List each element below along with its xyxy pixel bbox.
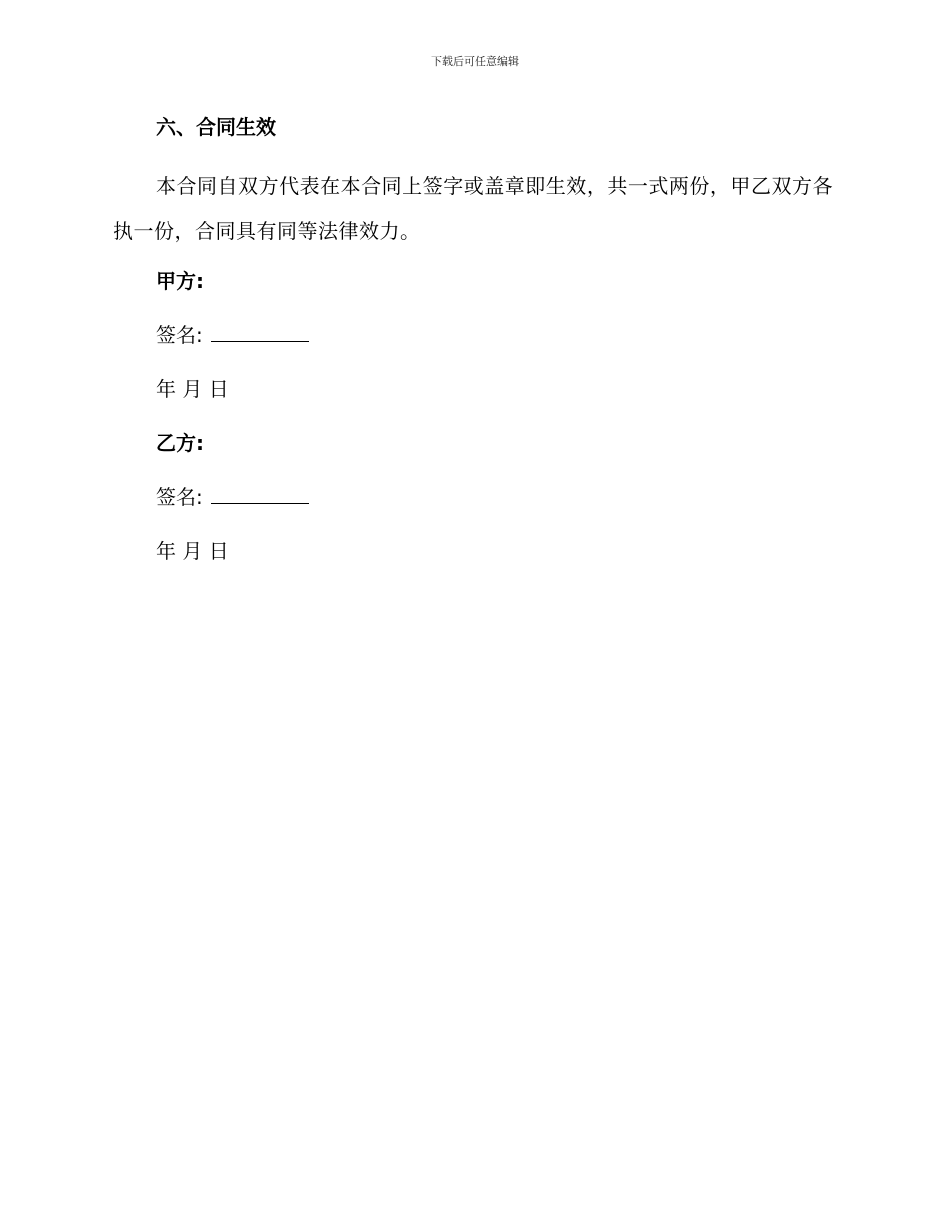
party-a-signature-label: 签名:: [156, 323, 203, 347]
document-body: [113, 110, 833, 568]
party-a-date: 年 月 日: [156, 377, 229, 401]
party-b-date: 年 月 日: [156, 539, 229, 563]
section-paragraph: 本合同自双方代表在本合同上签字或盖章即生效，共一式两份，甲乙双方各执一份，合同具有同等法律效力。: [113, 174, 833, 243]
section-title: 六、合同生效: [156, 115, 276, 139]
party-a-label: 甲方:: [156, 269, 204, 293]
page-header-note: 下载后可任意编辑: [431, 55, 519, 68]
party-a-signature-row: [113, 318, 833, 352]
party-b-signature-blank: [211, 483, 309, 504]
party-a-signature-blank: [211, 321, 309, 342]
party-b-label: 乙方:: [156, 431, 204, 455]
party-b-signature-label: 签名:: [156, 485, 203, 509]
party-b-signature-row: [113, 480, 833, 514]
